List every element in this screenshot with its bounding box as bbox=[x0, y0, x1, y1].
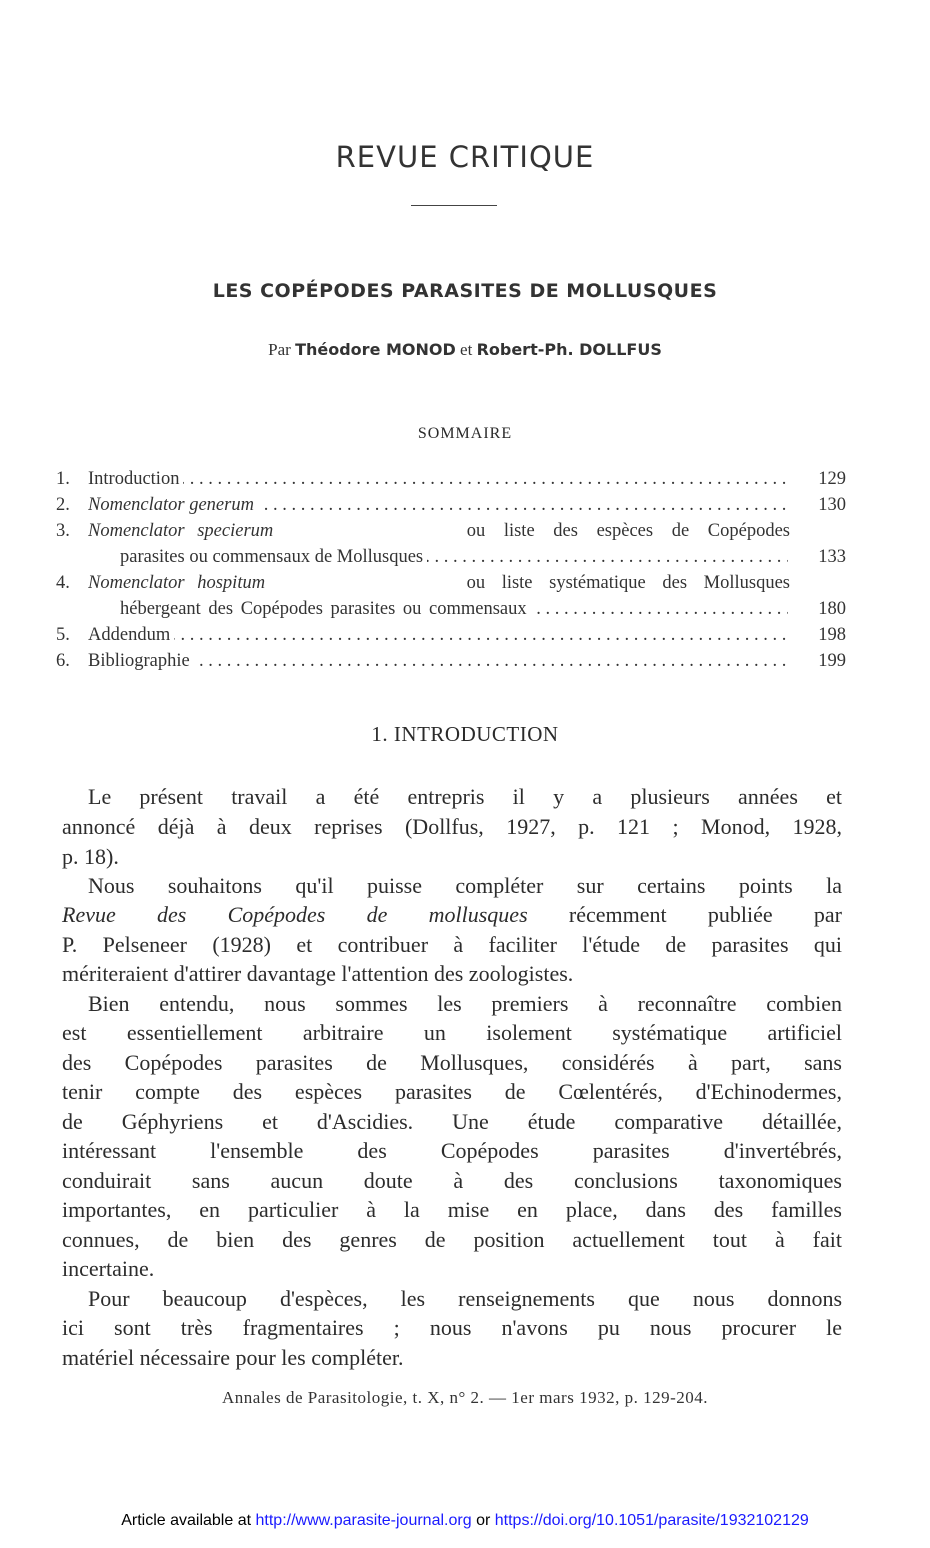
toc-item-label-cont: hébergeant des Copépodes parasites ou commensaux bbox=[120, 599, 531, 619]
author-1: Théodore MONOD bbox=[295, 340, 456, 359]
toc-item[interactable] bbox=[56, 570, 846, 596]
toc-item-number: 3. bbox=[56, 521, 70, 541]
paragraph-line: annoncé déjà à deux reprises (Dollfus, 1927, p. 121 ; Monod, 1928, bbox=[62, 814, 842, 839]
paragraph-line: tenir compte des espèces parasites de Cœlentérés, d'Echinodermes, bbox=[62, 1079, 842, 1104]
availability-note bbox=[0, 1512, 930, 1530]
authors-conj: et bbox=[460, 340, 473, 359]
italic-title: Revue des Copépodes de mollusques bbox=[62, 902, 528, 927]
title-divider bbox=[411, 205, 497, 206]
toc-item-label: Bibliographie bbox=[88, 651, 194, 671]
toc-item-label: Nomenclator specierum bbox=[88, 521, 274, 541]
toc-item-page: 129 bbox=[818, 469, 846, 489]
toc-item-label: Addendum bbox=[88, 625, 174, 645]
paragraph-line: incertaine. bbox=[62, 1256, 155, 1281]
toc-item-continuation[interactable] bbox=[56, 544, 846, 570]
paragraph-line: Bien entendu, nous sommes les premiers à reconnaître combien bbox=[88, 991, 842, 1016]
toc-item-label-cont: parasites ou commensaux de Mollusques bbox=[120, 547, 427, 567]
toc-item-page: 199 bbox=[818, 651, 846, 671]
toc-item-continuation[interactable] bbox=[56, 596, 846, 622]
paragraph-line: mériteraient d'attirer davantage l'attention des zoologistes. bbox=[62, 961, 574, 986]
paragraph-line: Revue des Copépodes de mollusques récemment publiée par bbox=[62, 902, 842, 927]
paragraph-line: est essentiellement arbitraire un isolement systématique artificiel bbox=[62, 1020, 842, 1045]
toc-item-number: 2. bbox=[56, 495, 70, 515]
paragraph-line: Le présent travail a été entrepris il y a plusieurs années et bbox=[88, 784, 842, 809]
toc-item-number: 4. bbox=[56, 573, 70, 593]
paragraph-line: Nous souhaitons qu'il puisse compléter sur certains points la bbox=[88, 873, 842, 898]
toc-item-number: 6. bbox=[56, 651, 70, 671]
doi-link[interactable]: https://doi.org/10.1051/parasite/1932102129 bbox=[494, 1512, 809, 1529]
toc-item-label: Nomenclator hospitum bbox=[88, 573, 266, 593]
toc-item[interactable] bbox=[56, 648, 846, 674]
authors-prefix: Par bbox=[268, 340, 291, 359]
toc-item-page: 133 bbox=[818, 547, 846, 567]
paragraph-line: Pour beaucoup d'espèces, les renseignements que nous donnons bbox=[88, 1286, 842, 1311]
toc-item[interactable] bbox=[56, 492, 846, 518]
toc-item-page: 180 bbox=[818, 599, 846, 619]
section-heading: 1. INTRODUCTION bbox=[371, 722, 559, 746]
table-of-contents bbox=[56, 466, 846, 686]
toc-item[interactable] bbox=[56, 518, 846, 544]
paragraph-line: p. 18). bbox=[62, 844, 119, 869]
availability-or: or bbox=[476, 1512, 491, 1529]
toc-item-page: 130 bbox=[818, 495, 846, 515]
toc-item-label: Introduction bbox=[88, 469, 183, 489]
toc-item-label: Nomenclator generum bbox=[88, 495, 258, 515]
page-title: REVUE CRITIQUE bbox=[335, 140, 595, 174]
availability-prefix: Article available at bbox=[121, 1512, 252, 1529]
paragraph-line: importantes, en particulier à la mise en place, dans des familles bbox=[62, 1197, 842, 1222]
paragraph-line: des Copépodes parasites de Mollusques, considérés à part, sans bbox=[62, 1050, 842, 1075]
paragraph-line: conduirait sans aucun doute à des conclusions taxonomiques bbox=[62, 1168, 842, 1193]
journal-citation: Annales de Parasitologie, t. X, n° 2. — 1er mars 1932, p. 129-204. bbox=[222, 1388, 708, 1407]
paragraph-line: P. Pelseneer (1928) et contribuer à faciliter l'étude de parasites qui bbox=[62, 932, 842, 957]
toc-heading: SOMMAIRE bbox=[417, 425, 513, 442]
toc-item-number: 1. bbox=[56, 469, 70, 489]
author-2: Robert-Ph. DOLLFUS bbox=[476, 340, 662, 359]
paragraph-line: ici sont très fragmentaires ; nous n'avons pu nous procurer le bbox=[62, 1315, 842, 1340]
article-title: LES COPÉPODES PARASITES DE MOLLUSQUES bbox=[212, 280, 718, 302]
toc-item-label-cont: ou liste des espèces de Copépodes bbox=[466, 521, 790, 541]
journal-link[interactable]: http://www.parasite-journal.org bbox=[255, 1512, 472, 1529]
toc-item-label-cont: ou liste systématique des Mollusques bbox=[466, 573, 790, 593]
paragraph-line: matériel nécessaire pour les compléter. bbox=[62, 1345, 404, 1370]
paragraph-line: de Géphyriens et d'Ascidies. Une étude comparative détaillée, bbox=[62, 1109, 842, 1134]
paragraph-line: connues, de bien des genres de position actuellement tout à fait bbox=[62, 1227, 842, 1252]
authors bbox=[0, 340, 930, 360]
paragraph-line: intéressant l'ensemble des Copépodes parasites d'invertébrés, bbox=[62, 1138, 842, 1163]
toc-item[interactable] bbox=[56, 622, 846, 648]
toc-item-number: 5. bbox=[56, 625, 70, 645]
toc-item-page: 198 bbox=[818, 625, 846, 645]
toc-item[interactable] bbox=[56, 466, 846, 492]
